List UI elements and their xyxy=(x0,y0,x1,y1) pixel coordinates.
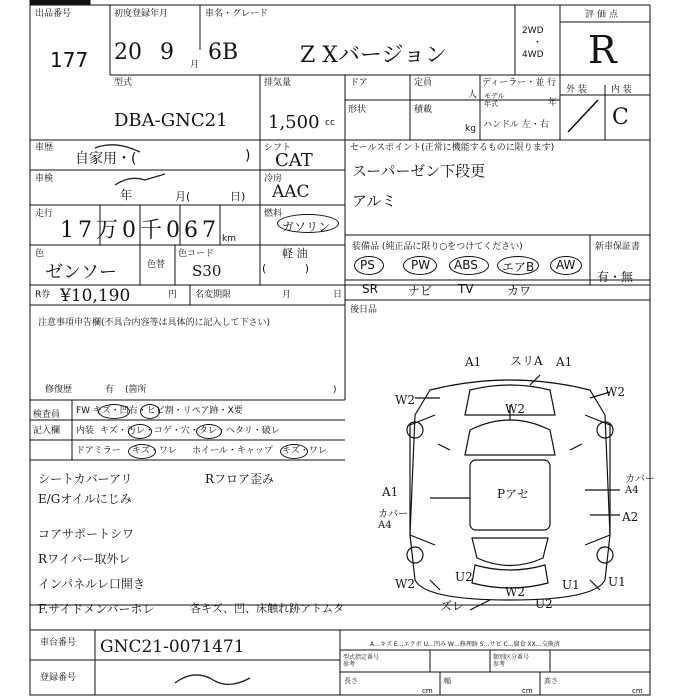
mark-cover-a4-left: カバー A4 xyxy=(378,509,408,531)
remark-5: インパネルレ口開き xyxy=(38,577,145,591)
mileage-value: 17万0千067 xyxy=(60,218,220,243)
lot-label: 出品番号 xyxy=(35,9,72,19)
capacity-label: 定員 xyxy=(414,78,433,88)
equip-pw: PW xyxy=(411,258,431,272)
mark-u2: U2 xyxy=(455,570,473,584)
door-label: ドア xyxy=(350,78,368,88)
type-value: DBA-GNC21 xyxy=(114,110,228,131)
name-change-label: 名変期限 xyxy=(195,290,232,300)
history-value: 自家用・( xyxy=(75,151,137,167)
exterior-label: 外 装 xyxy=(566,85,587,95)
grade-label: 車名・グレード xyxy=(205,9,269,19)
equip-sr: SR xyxy=(362,282,378,296)
sales-point-label: セールスポイント(正常に機能するものに限ります) xyxy=(350,143,555,153)
inspector-row-2-tag: 内装 xyxy=(76,426,95,436)
inspection-era: 年 xyxy=(120,188,133,202)
remark-1: シートカバーアリ xyxy=(38,472,133,486)
mark-a2: A2 xyxy=(622,510,639,524)
mark-cover-a4-right: カバー A4 xyxy=(625,474,655,496)
mark-a1-side: A1 xyxy=(382,485,399,499)
equip-abs: ABS xyxy=(454,258,478,272)
remark-right-top: Rフロア歪み xyxy=(205,472,275,486)
km-unit: km xyxy=(222,234,236,244)
mark-w2-left: W2 xyxy=(395,393,415,407)
load-label: 積載 xyxy=(414,105,433,115)
color-code-value: S30 xyxy=(192,262,222,280)
remark-3: コアサポートシワ xyxy=(38,527,135,541)
equip-leather: カワ xyxy=(507,284,532,298)
mark-a1-left: A1 xyxy=(465,355,482,369)
name-change-day: 日 xyxy=(333,290,343,300)
inspection-label: 車検 xyxy=(35,174,54,184)
equip-tv: TV xyxy=(458,282,474,296)
mark-scratch-a: スリA xyxy=(510,354,543,368)
class-label: 類別区分番号 参考 xyxy=(493,654,530,668)
ac-label: 冷房 xyxy=(264,174,283,184)
yen-unit: 円 xyxy=(168,290,178,300)
color-change-label: 色替 xyxy=(147,260,166,270)
registration-month: 9 xyxy=(160,40,174,65)
length-unit: cm xyxy=(422,687,433,695)
mileage-label: 走行 xyxy=(35,209,54,219)
remark-6: F.サイドメンバーホレ xyxy=(38,602,155,616)
diesel-text: 軽 油 xyxy=(282,247,308,260)
registration-number-label: 登録番号 xyxy=(40,673,77,683)
mark-w2-trunk: W2 xyxy=(505,585,525,599)
remark-4: Rワイパー取外レ xyxy=(38,552,131,566)
shift-value: CAT xyxy=(275,150,313,171)
new-cert-value: 有・無 xyxy=(597,270,634,284)
mark-a1-right: A1 xyxy=(556,355,573,369)
drive-dot: ・ xyxy=(533,38,543,48)
mark-gap: ズレ xyxy=(440,599,465,613)
fuel-paren: ( ) xyxy=(262,262,310,275)
new-cert-label: 新車保証書 xyxy=(595,242,641,252)
repair-close: ) xyxy=(333,385,337,395)
registration-label: 初度登録年月 xyxy=(114,9,169,19)
inspector-row-3b: ホイール・キャップ xyxy=(192,446,273,456)
post-install-label: 後日品 xyxy=(350,305,378,315)
mark-u1-bottom: U1 xyxy=(562,578,580,592)
sales-point-1: スーパーゼン下段更 xyxy=(352,162,486,180)
height-unit: cm xyxy=(632,687,643,695)
lot-number: 177 xyxy=(50,48,89,72)
color-value: ゼンソー xyxy=(45,262,117,283)
height-label: 高さ xyxy=(544,677,558,685)
mark-w2-bottom-left: W2 xyxy=(395,577,415,591)
interior-value: C xyxy=(612,105,629,130)
drive-2wd: 2WD xyxy=(522,26,544,36)
inspection-month: 月( xyxy=(175,190,191,203)
color-code-label: 色コード xyxy=(178,249,215,259)
model-change-label: モデル 年式 xyxy=(484,92,505,108)
inspector-row-3c: キズ・ワレ xyxy=(282,446,327,456)
displacement-label: 排気量 xyxy=(264,78,292,88)
history-label: 車歴 xyxy=(35,143,54,153)
equip-aw: AW xyxy=(556,258,576,272)
width-unit: cm xyxy=(522,687,533,695)
interior-label: 内 装 xyxy=(611,85,632,95)
mark-u2-bottom: U2 xyxy=(535,597,553,611)
mark-p-ase: Pアセ xyxy=(497,487,529,501)
recycle-label: R券 xyxy=(35,290,51,300)
inspection-day: 日) xyxy=(230,190,246,203)
notes-label: 注意事項申告欄(不具合内容等は具体的に記入して下さい) xyxy=(38,318,271,328)
color-label: 色 xyxy=(35,249,45,259)
drive-4wd: 4WD xyxy=(522,50,544,60)
inspector-label-2: 記入欄 xyxy=(33,426,61,436)
equipment-label: 装備品 (純正品に限り○をつけてください) xyxy=(352,242,523,252)
confirm-label: 型式指定番号 参考 xyxy=(343,654,380,668)
fuel-value: ガソリン xyxy=(282,220,331,234)
repair-label: 修復歴 xyxy=(45,385,73,395)
history-paren-close: ) xyxy=(245,148,251,164)
model-year: 6B xyxy=(208,40,239,65)
chassis-label: 車台番号 xyxy=(40,638,77,648)
cc-unit: cc xyxy=(325,118,335,128)
grade-value: Z Xバージョン xyxy=(300,43,448,68)
mark-w2-right: W2 xyxy=(605,385,625,399)
load-unit: kg xyxy=(465,124,476,134)
remark-right-bottom: 各キズ、凹、床触れ跡アトムタ xyxy=(190,602,345,615)
inspector-row-1: FW キズ・凹右・ヒビ割・リペア跡・X要 xyxy=(76,406,243,416)
sales-point-2: アルミ xyxy=(352,192,397,210)
chassis-value: GNC21-0071471 xyxy=(100,637,245,657)
shift-label: シフト xyxy=(264,143,292,153)
inspector-label-1: 検査員 xyxy=(33,410,61,420)
score-value: R xyxy=(588,28,617,72)
displacement-value: 1,500 xyxy=(268,112,320,133)
shape-label: 形状 xyxy=(348,105,367,115)
length-label: 長さ xyxy=(344,677,358,685)
registration-year: 20 xyxy=(114,40,142,65)
month-unit: 月 xyxy=(190,60,200,70)
equip-ps: PS xyxy=(360,258,375,272)
fuel-label: 燃料 xyxy=(264,209,283,219)
damage-legend: A…キズ E…エクボ U…凹み W…修理跡 S…サビ C…腐食 XX…交換済 xyxy=(370,641,560,648)
inspector-row-3: キズ・ワレ xyxy=(132,446,177,456)
equip-airbag: エアB xyxy=(502,260,535,274)
score-label: 評価点 xyxy=(585,10,622,20)
name-change-month: 月 xyxy=(282,290,292,300)
mark-w2-hood: W2 xyxy=(505,402,525,416)
dealer-label: ディーラー・並 行 xyxy=(482,78,557,88)
repair-location: (箇所 xyxy=(125,385,147,395)
ac-value: AAC xyxy=(272,182,310,202)
mark-u1-right: U1 xyxy=(608,575,626,589)
repair-value: 有 xyxy=(105,385,115,395)
inspector-row-3-tag: ドアミラー xyxy=(76,446,121,456)
handle-label: ハンドル 左・右 xyxy=(483,120,549,130)
remark-2: E/Gオイルにじみ xyxy=(38,492,132,506)
equip-navi: ナビ xyxy=(408,284,433,298)
inspector-row-2: キズ・汚レ・コゲ・穴・タレ・ヘタリ・破レ xyxy=(100,426,280,436)
type-label: 型式 xyxy=(114,78,133,88)
capacity-unit: 人 xyxy=(468,90,478,100)
width-label: 幅 xyxy=(444,677,451,685)
model-change-unit: 年 xyxy=(548,98,558,108)
recycle-value: ¥10,190 xyxy=(60,286,131,306)
